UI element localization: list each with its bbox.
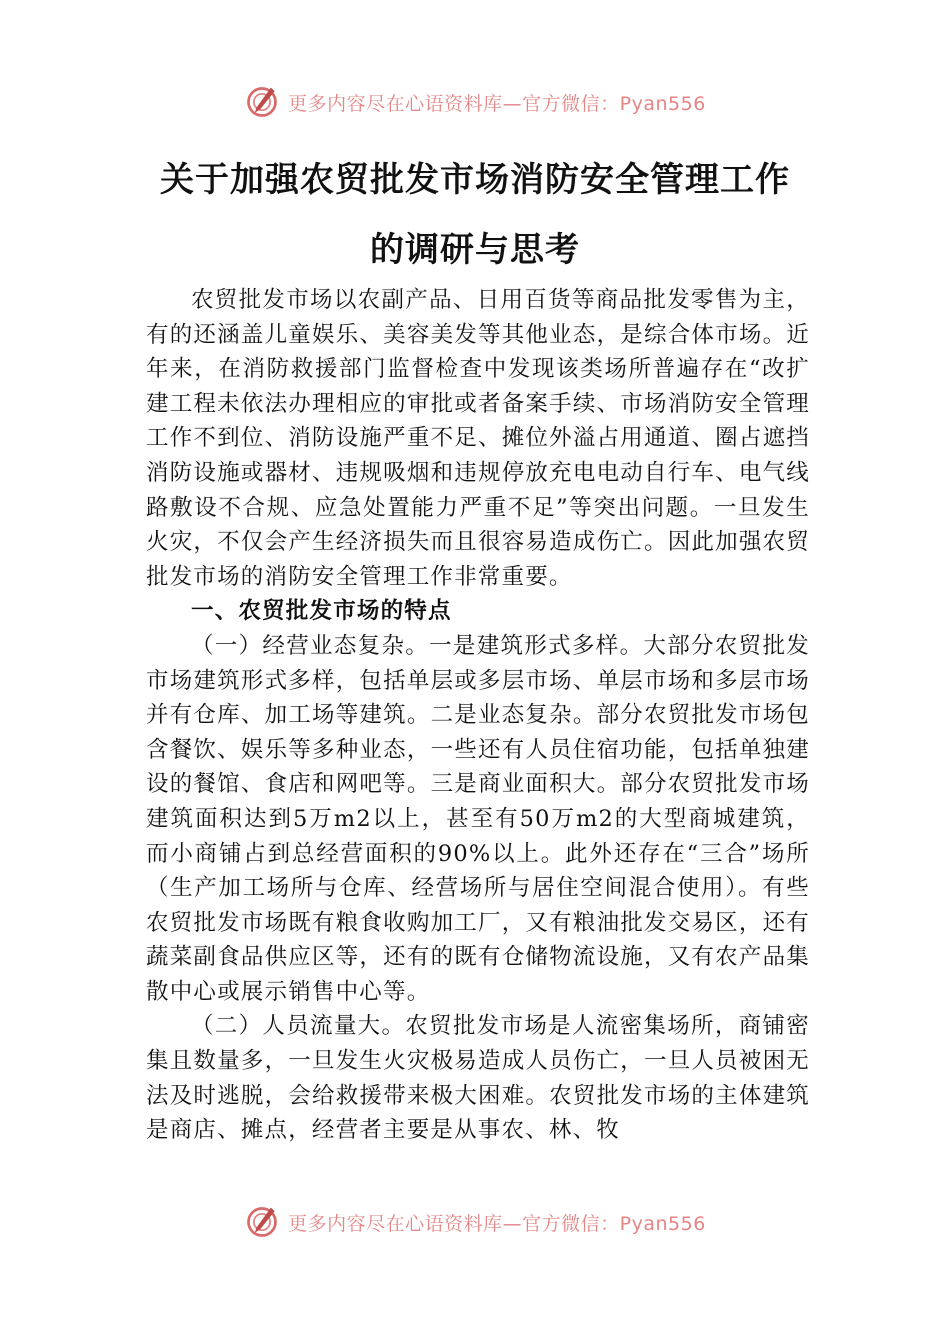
section-heading: 一、农贸批发市场的特点 (191, 598, 452, 625)
document-title-line2: 的调研与思考 (370, 230, 580, 270)
watermark-text: 更多内容尽在心语资料库—官方微信：Pyan556 (288, 92, 706, 115)
watermark-footer (0, 1204, 950, 1240)
quill-circle-icon (244, 1204, 280, 1240)
intro-paragraph: 农贸批发市场以农副产品、日用百货等商品批发零售为主，有的还涵盖儿童娱乐、美容美发等其他业态，是综合体市场。近年来，在消防救援部门监督检查中发现该类场所普遍存在“改扩建工程未依法办理相应的审批或者备案手续、市场消防安全管理工作不到位、消防设施严重不足、摊位外溢占用通道、圈占遮挡消防设施或器材、违规吸烟和违规停放充电电动自行车、电气线路敷设不合规、应急处置能力严重不足”等突出问题。一旦发生火灾，不仅会产生经济损失而且很容易造成伤亡。因此加强农贸批发市场的消防安全管理工作非常重要。 (146, 287, 810, 590)
quill-circle-icon (244, 84, 280, 120)
subsection-paragraph-1: （一）经营业态复杂。一是建筑形式多样。大部分农贸批发市场建筑形式多样，包括单层或多层市场、单层市场和多层市场并有仓库、加工场等建筑。二是业态复杂。部分农贸批发市场包含餐饮、娱乐等多种业态，一些还有人员住宿功能，包括单独建设的餐馆、食店和网吧等。三是商业面积大。部分农贸批发市场建筑面积达到5万m2以上，甚至有50万m2的大型商城建筑，而小商铺占到总经营面积的90%以上。此外还存在“三合”场所（生产加工场所与仓库、经营场所与居住空间混合使用）。有些农贸批发市场既有粮食收购加工厂，又有粮油批发交易区，还有蔬菜副食品供应区等，还有的既有仓储物流设施，又有农产品集散中心或展示销售中心等。 (146, 632, 810, 1005)
document-body (146, 283, 810, 1148)
watermark-text: 更多内容尽在心语资料库—官方微信：Pyan556 (288, 1212, 706, 1235)
subsection-paragraph-2: （二）人员流量大。农贸批发市场是人流密集场所，商铺密集且数量多，一旦发生火灾极易造成人员伤亡，一旦人员被困无法及时逃脱，会给救援带来极大困难。农贸批发市场的主体建筑是商店、摊点，经营者主要是从事农、林、牧 (146, 1013, 810, 1144)
watermark-header (0, 82, 950, 122)
document-title-line1: 关于加强农贸批发市场消防安全管理工作 (160, 160, 790, 200)
